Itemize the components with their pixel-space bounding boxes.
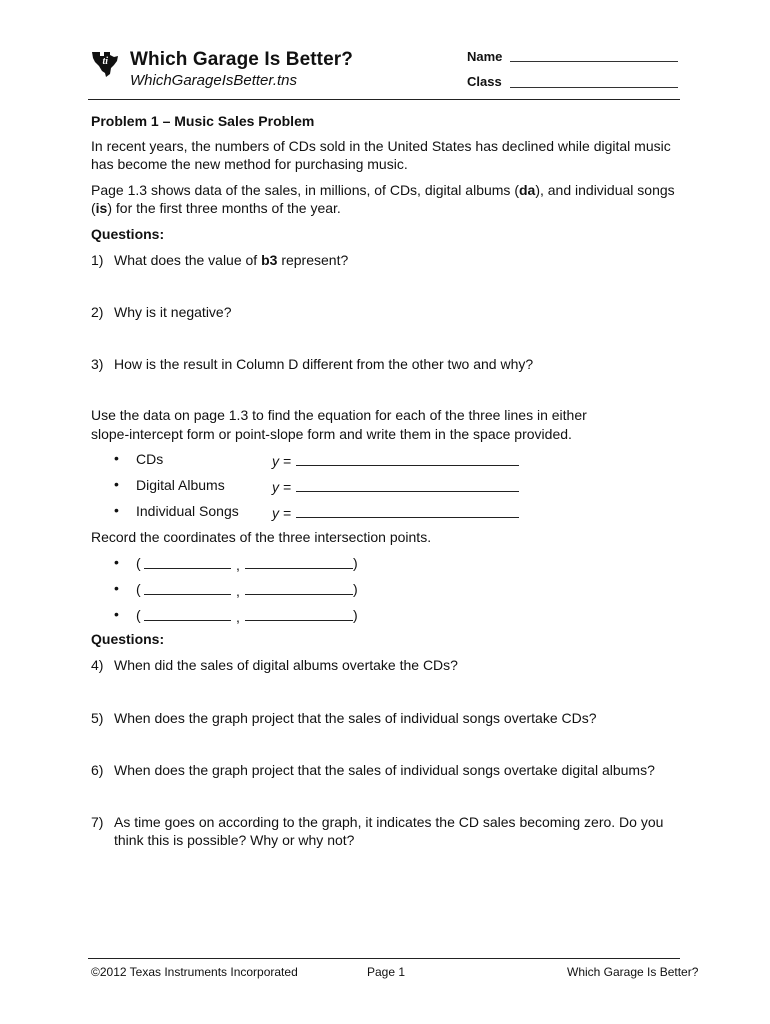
bullet: • [114, 476, 119, 492]
question-4-number: 4) [91, 657, 104, 673]
coordinate-2-y-field[interactable] [245, 594, 353, 595]
question-text: represent? [277, 252, 349, 268]
question-6-number: 6) [91, 762, 104, 778]
paragraph-2-line-1 [91, 181, 675, 200]
question-5-number: 5) [91, 710, 104, 726]
equation-label-cds: CDs [136, 451, 164, 467]
footer-title: Which Garage Is Better? [567, 965, 699, 979]
bullet: • [114, 502, 119, 518]
footer-divider [88, 958, 680, 959]
texas-instruments-logo-icon [89, 47, 121, 79]
instructions-line-2: slope-intercept form or point-slope form and write them in the space provided. [91, 426, 572, 442]
question-2-number: 2) [91, 304, 104, 320]
is-term: is [95, 200, 108, 216]
instructions-line-1: Use the data on page 1.3 to find the equation for each of the three lines in either [91, 407, 587, 423]
bullet: • [114, 580, 119, 596]
question-3-text: How is the result in Column D different from the other two and why? [114, 356, 534, 372]
paragraph-text: ( [91, 200, 96, 216]
bullet: • [114, 450, 119, 466]
coordinate-3-y-field[interactable] [245, 620, 353, 621]
question-7-number: 7) [91, 814, 104, 830]
coordinate-1-y-field[interactable] [245, 568, 353, 569]
file-name: WhichGarageIsBetter.tns [130, 72, 298, 89]
equation-y-individual-songs: y = [272, 505, 292, 521]
record-instruction: Record the coordinates of the three intersection points. [91, 529, 432, 545]
footer-copyright: ©2012 Texas Instruments Incorporated [91, 965, 298, 979]
equation-y-cds: y = [272, 453, 292, 469]
coordinate-3-x-field[interactable] [144, 620, 231, 621]
question-6-text: When does the graph project that the sales of individual songs overtake digital albums? [114, 762, 655, 778]
individual-songs-equation-field[interactable] [296, 517, 519, 518]
intro-line-2: has become the new method for purchasing music. [91, 156, 408, 172]
coordinate-1-x-field[interactable] [144, 568, 231, 569]
coordinate-open-paren: ( [136, 581, 141, 597]
cds-equation-field[interactable] [296, 465, 519, 466]
svg-text:ti: ti [102, 56, 109, 67]
coordinate-2-x-field[interactable] [144, 594, 231, 595]
coordinate-comma: , [236, 557, 240, 573]
question-4-text: When did the sales of digital albums overtake the CDs? [114, 657, 458, 673]
coordinate-comma: , [236, 583, 240, 599]
coordinate-close-paren: ) [353, 581, 358, 597]
question-7-line-1: As time goes on according to the graph, it indicates the CD sales becoming zero. Do you [114, 814, 664, 830]
coordinate-close-paren: ) [353, 607, 358, 623]
coordinate-close-paren: ) [353, 555, 358, 571]
da-term: da [518, 182, 536, 198]
bullet: • [114, 606, 119, 622]
document-title: Which Garage Is Better? [130, 49, 353, 70]
equation-label-individual-songs: Individual Songs [136, 503, 239, 519]
question-2-text: Why is it negative? [114, 304, 232, 320]
paragraph-2-line-2 [91, 199, 341, 218]
coordinate-comma: , [236, 609, 240, 625]
coordinate-open-paren: ( [136, 607, 141, 623]
problem-heading: Problem 1 – Music Sales Problem [91, 113, 315, 129]
paragraph-text: ), and individual songs [535, 182, 675, 198]
paragraph-text: Page 1.3 shows data of the sales, in millions, of CDs, digital albums ( [91, 182, 519, 198]
question-7-line-2: think this is possible? Why or why not? [114, 832, 355, 848]
questions-heading-2: Questions: [91, 631, 165, 647]
paragraph-text: ) for the first three months of the year. [107, 200, 341, 216]
b3-term: b3 [261, 252, 278, 268]
footer-page-number: Page 1 [367, 965, 406, 979]
header-divider [88, 99, 680, 100]
equation-y-digital-albums: y = [272, 479, 292, 495]
question-text: What does the value of [114, 252, 262, 268]
question-3-number: 3) [91, 356, 104, 372]
class-label: Class [467, 74, 502, 89]
class-field[interactable] [510, 87, 678, 88]
equation-label-digital-albums: Digital Albums [136, 477, 225, 493]
digital-albums-equation-field[interactable] [296, 491, 519, 492]
question-5-text: When does the graph project that the sales of individual songs overtake CDs? [114, 710, 597, 726]
name-field[interactable] [510, 61, 678, 62]
intro-line-1: In recent years, the numbers of CDs sold in the United States has declined while digital music [91, 138, 671, 154]
coordinate-open-paren: ( [136, 555, 141, 571]
bullet: • [114, 554, 119, 570]
name-label: Name [467, 49, 503, 64]
question-1-number: 1) [91, 252, 104, 268]
questions-heading: Questions: [91, 226, 165, 242]
question-1-text [114, 251, 348, 270]
